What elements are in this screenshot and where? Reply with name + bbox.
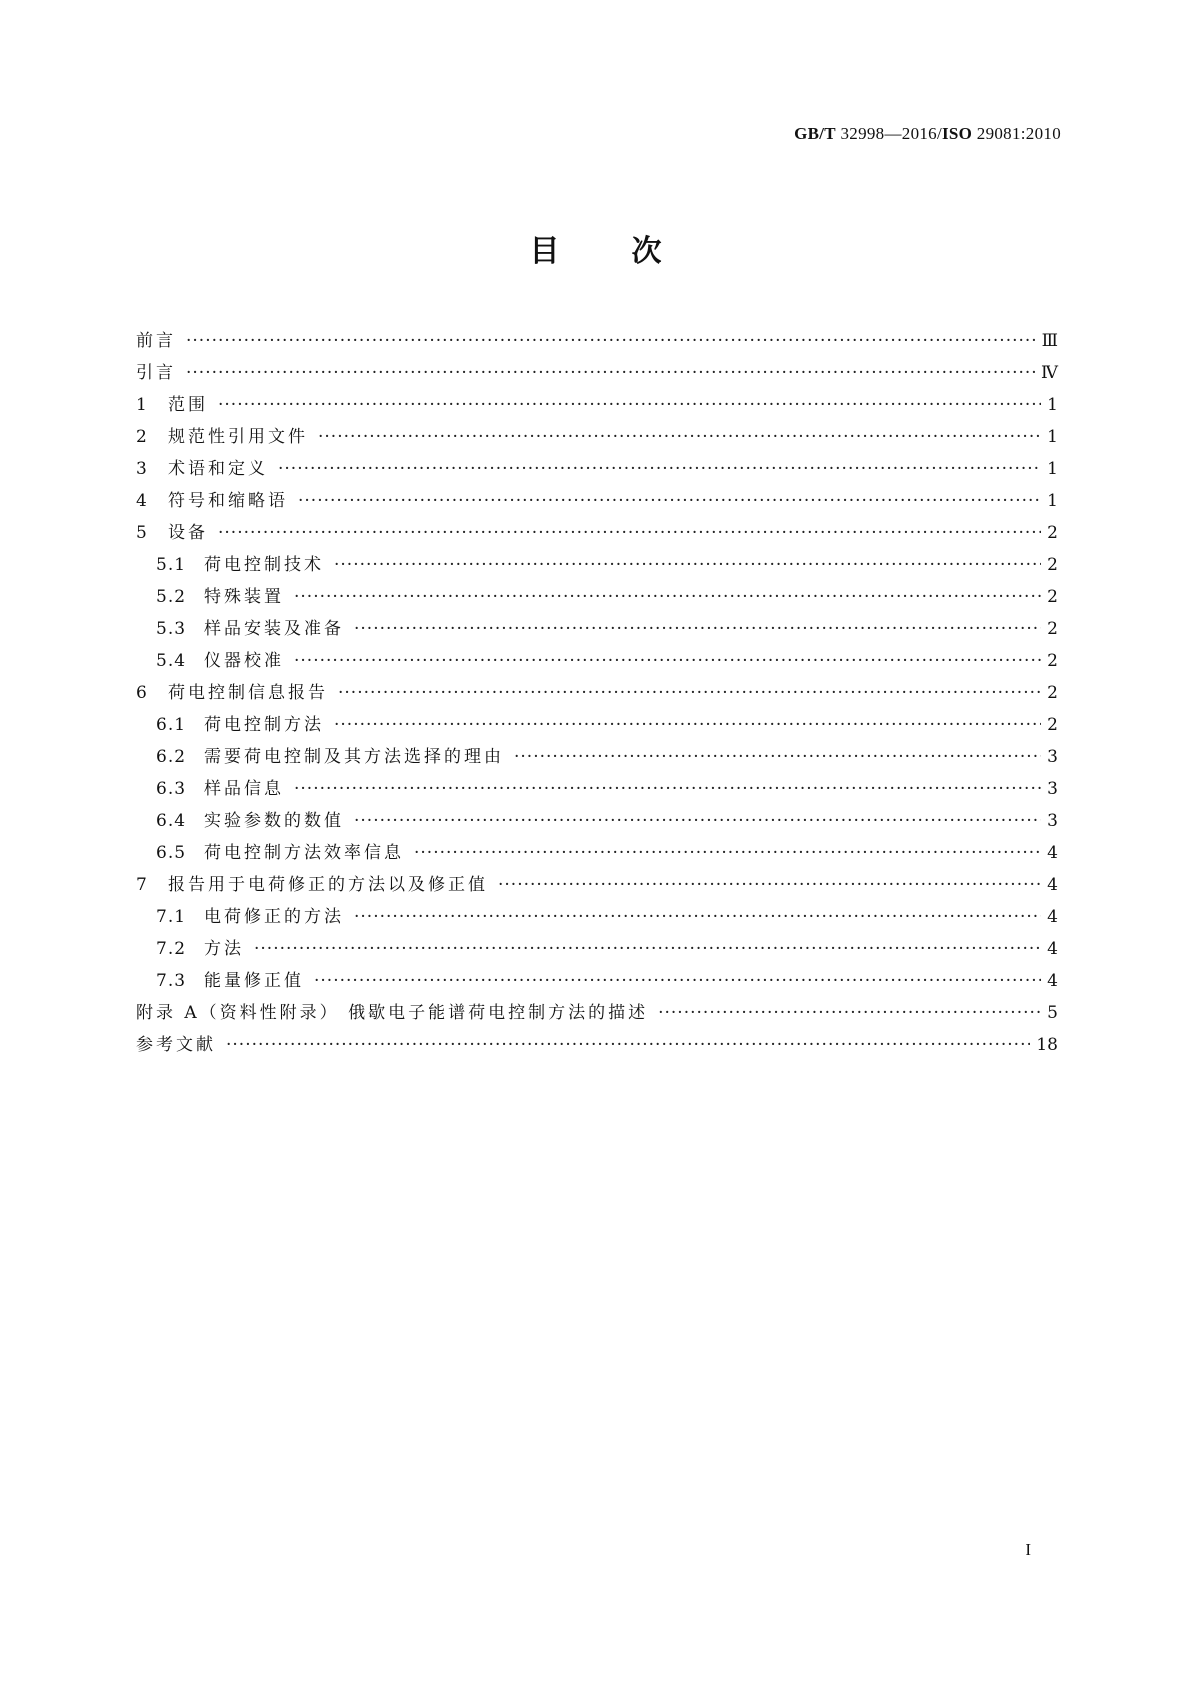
iso-code: ISO — [942, 124, 973, 143]
toc-leader-dots — [658, 1003, 1041, 1023]
toc-entry[interactable] — [136, 646, 1058, 678]
toc-entry-label: 参考文献 — [136, 1035, 216, 1055]
toc-entry-page: 5 — [1047, 1003, 1058, 1023]
toc-entry-page: 3 — [1047, 747, 1058, 767]
toc-entry-label: 能量修正值 — [204, 971, 304, 991]
toc-entry-number: 5.3 — [156, 619, 187, 639]
toc-entry-label: 范围 — [168, 395, 208, 415]
toc-leader-dots — [218, 395, 1041, 415]
toc-entry[interactable] — [136, 934, 1058, 966]
toc-entry-page: 2 — [1047, 651, 1058, 671]
toc-entry-label: 样品安装及准备 — [204, 619, 344, 639]
toc-leader-dots — [414, 843, 1041, 863]
toc-entry-page: 2 — [1047, 715, 1058, 735]
toc-entry-label: 荷电控制技术 — [204, 555, 324, 575]
toc-entry[interactable] — [136, 486, 1058, 518]
toc-entry-page: 2 — [1047, 619, 1058, 639]
toc-leader-dots — [354, 811, 1041, 831]
toc-entry-label: 样品信息 — [204, 779, 284, 799]
toc-leader-dots — [226, 1035, 1030, 1055]
toc-entry-page: 4 — [1047, 939, 1058, 959]
toc-entry-number: 7 — [136, 875, 148, 895]
std-code: GB/T — [794, 124, 836, 143]
toc-entry-page: 1 — [1047, 491, 1058, 511]
toc-leader-dots — [218, 523, 1041, 543]
title-left: 目 — [529, 234, 560, 269]
page-title — [0, 226, 1191, 270]
toc-entry-label: 实验参数的数值 — [204, 811, 344, 831]
toc-leader-dots — [354, 907, 1041, 927]
toc-entry-page: Ⅳ — [1041, 363, 1058, 383]
toc-entry-number: 5 — [136, 523, 148, 543]
toc-entry-label: 特殊装置 — [204, 587, 284, 607]
toc-entry-number: 6.4 — [156, 811, 187, 831]
toc-leader-dots — [294, 651, 1041, 671]
toc-entry-number: 6 — [136, 683, 148, 703]
page-number: I — [1025, 1540, 1031, 1559]
toc-leader-dots — [254, 939, 1041, 959]
toc-entry-number: 5.1 — [156, 555, 187, 575]
toc-entry-page: 4 — [1047, 843, 1058, 863]
toc-entry-number: 1 — [136, 395, 148, 415]
toc-entry-page: 2 — [1047, 587, 1058, 607]
toc-entry[interactable] — [136, 902, 1058, 934]
toc-entry-label: 附录 A（资料性附录） 俄歇电子能谱荷电控制方法的描述 — [136, 1003, 649, 1023]
toc-entry-number: 5.2 — [156, 587, 187, 607]
toc-entry-number: 7.2 — [156, 939, 187, 959]
toc-entry-label: 设备 — [168, 523, 208, 543]
toc-leader-dots — [318, 427, 1041, 447]
std-number: 32998—2016/ — [840, 124, 942, 143]
toc-entry-label: 前言 — [136, 331, 176, 351]
toc-entry-number: 2 — [136, 427, 148, 447]
toc-entry[interactable] — [136, 742, 1058, 774]
toc-entry[interactable] — [136, 454, 1058, 486]
toc-entry[interactable] — [136, 518, 1058, 550]
toc-leader-dots — [354, 619, 1041, 639]
toc-leader-dots — [294, 587, 1041, 607]
toc-entry-page: Ⅲ — [1041, 331, 1058, 351]
toc-entry-label: 荷电控制方法 — [204, 715, 324, 735]
table-of-contents — [136, 326, 1058, 1062]
toc-entry-label: 符号和缩略语 — [168, 491, 288, 511]
toc-entry-label: 术语和定义 — [168, 459, 268, 479]
toc-leader-dots — [334, 715, 1041, 735]
toc-entry[interactable] — [136, 774, 1058, 806]
toc-entry[interactable] — [136, 1030, 1058, 1062]
toc-entry-page: 2 — [1047, 523, 1058, 543]
toc-entry-number: 3 — [136, 459, 148, 479]
toc-entry[interactable] — [136, 870, 1058, 902]
toc-entry-number: 7.1 — [156, 907, 187, 927]
toc-entry[interactable] — [136, 422, 1058, 454]
toc-entry-label: 仪器校准 — [204, 651, 284, 671]
toc-entry-label: 电荷修正的方法 — [204, 907, 344, 927]
toc-entry-label: 荷电控制信息报告 — [168, 683, 328, 703]
toc-entry-label: 方法 — [204, 939, 244, 959]
toc-entry[interactable] — [136, 550, 1058, 582]
toc-entry-label: 需要荷电控制及其方法选择的理由 — [204, 747, 504, 767]
toc-leader-dots — [338, 683, 1041, 703]
toc-entry-page: 1 — [1047, 395, 1058, 415]
toc-entry-number: 4 — [136, 491, 148, 511]
toc-entry[interactable] — [136, 710, 1058, 742]
toc-leader-dots — [278, 459, 1041, 479]
toc-leader-dots — [514, 747, 1041, 767]
toc-entry-number: 7.3 — [156, 971, 187, 991]
toc-entry-page: 3 — [1047, 779, 1058, 799]
iso-number: 29081:2010 — [976, 124, 1061, 143]
toc-entry-page: 18 — [1036, 1035, 1058, 1055]
toc-entry-page: 1 — [1047, 427, 1058, 447]
toc-entry-page: 4 — [1047, 971, 1058, 991]
toc-leader-dots — [298, 491, 1041, 511]
toc-leader-dots — [314, 971, 1041, 991]
toc-entry[interactable] — [136, 582, 1058, 614]
toc-entry-page: 2 — [1047, 683, 1058, 703]
title-right: 次 — [631, 234, 662, 269]
toc-leader-dots — [334, 555, 1041, 575]
toc-entry-label: 引言 — [136, 363, 176, 383]
toc-entry-label: 报告用于电荷修正的方法以及修正值 — [168, 875, 488, 895]
toc-entry-page: 3 — [1047, 811, 1058, 831]
toc-entry[interactable] — [136, 614, 1058, 646]
toc-entry[interactable] — [136, 838, 1058, 870]
toc-leader-dots — [498, 875, 1041, 895]
toc-entry-number: 6.3 — [156, 779, 187, 799]
toc-entry-label: 荷电控制方法效率信息 — [204, 843, 404, 863]
toc-entry-number: 6.1 — [156, 715, 187, 735]
toc-entry[interactable] — [136, 390, 1058, 422]
toc-entry-page: 2 — [1047, 555, 1058, 575]
toc-leader-dots — [186, 363, 1035, 383]
standard-header — [794, 124, 1061, 144]
toc-entry-label: 规范性引用文件 — [168, 427, 308, 447]
toc-entry-number: 6.5 — [156, 843, 187, 863]
toc-entry[interactable] — [136, 998, 1058, 1030]
toc-entry-page: 4 — [1047, 875, 1058, 895]
toc-entry-page: 4 — [1047, 907, 1058, 927]
toc-entry[interactable] — [136, 806, 1058, 838]
toc-entry-page: 1 — [1047, 459, 1058, 479]
toc-entry[interactable] — [136, 358, 1058, 390]
toc-leader-dots — [294, 779, 1041, 799]
toc-entry-number: 5.4 — [156, 651, 187, 671]
toc-entry[interactable] — [136, 966, 1058, 998]
toc-entry[interactable] — [136, 326, 1058, 358]
toc-entry[interactable] — [136, 678, 1058, 710]
toc-leader-dots — [186, 331, 1036, 351]
toc-entry-number: 6.2 — [156, 747, 187, 767]
